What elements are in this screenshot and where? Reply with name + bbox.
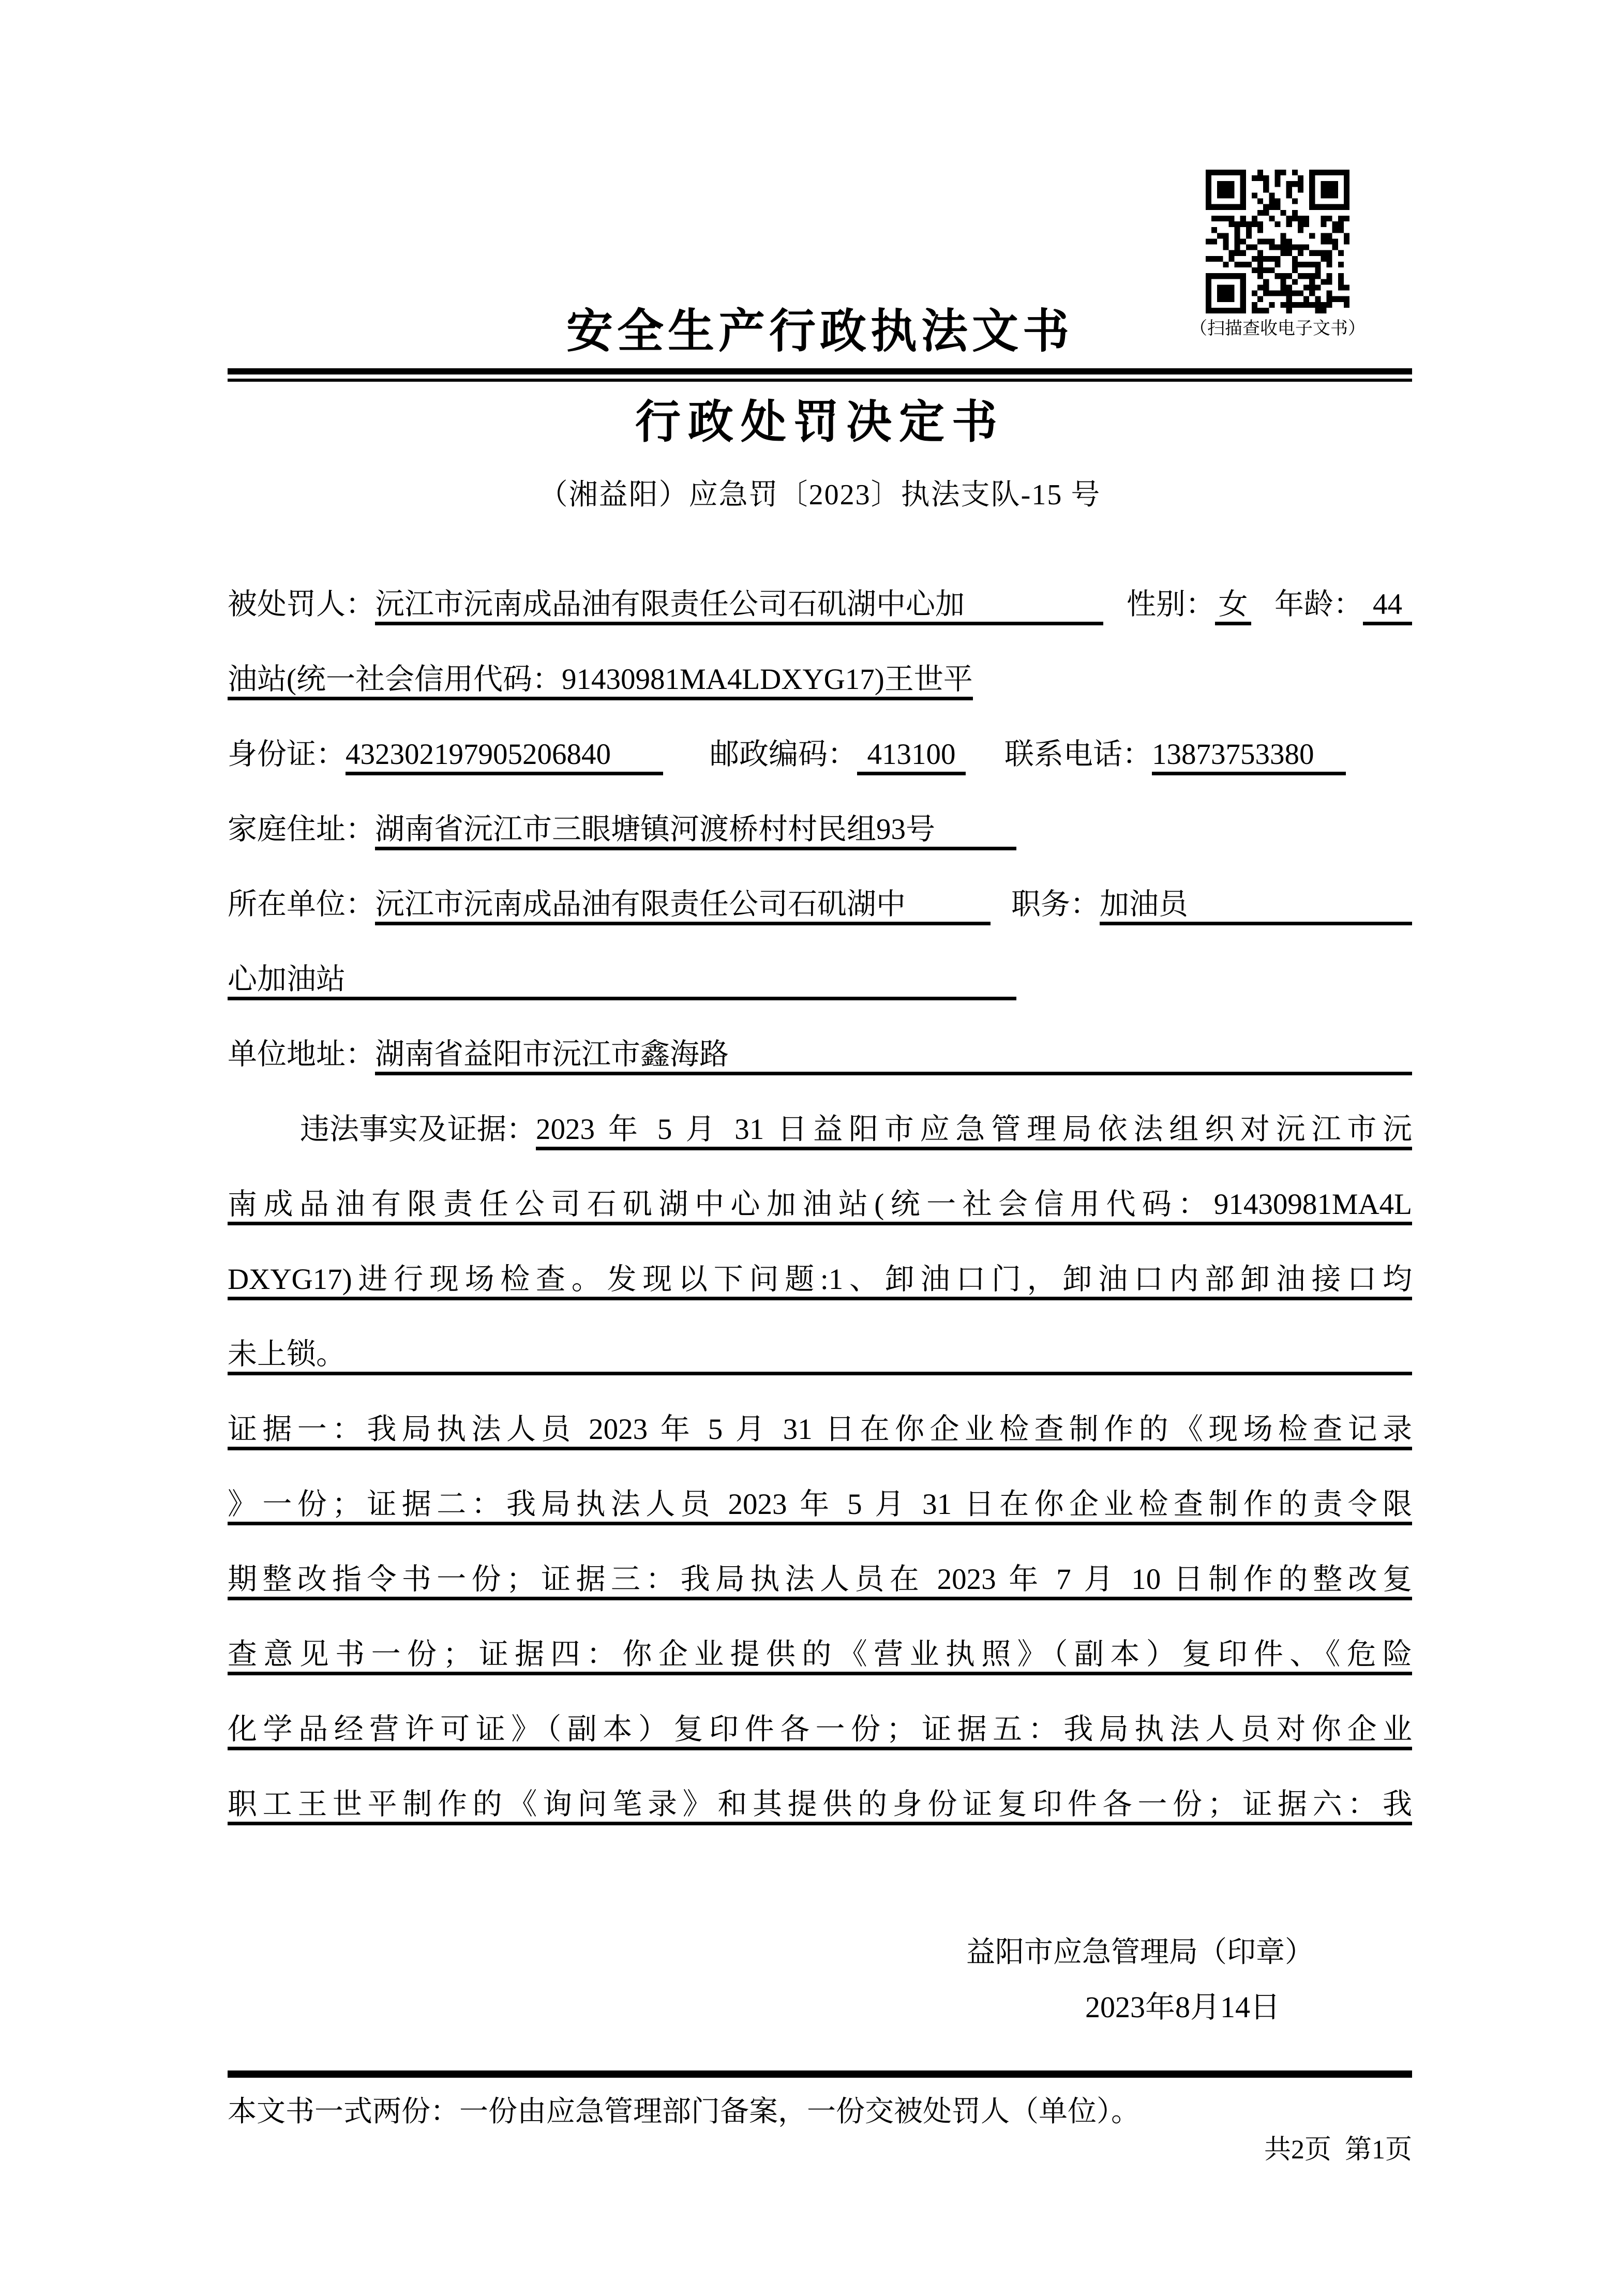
form-line-evidence-4 xyxy=(228,1638,1412,1713)
facts-label: 违法事实及证据： xyxy=(300,1113,536,1146)
title-double-rule xyxy=(228,368,1412,382)
document-number: （湘益阳）应急罚〔2023〕执法支队-15 号 xyxy=(538,479,1101,511)
form-line-unit-address xyxy=(228,1038,1412,1113)
form-line-facts-4 xyxy=(228,1338,1412,1413)
evidence-value-6: 职工王世平制作的《询问笔录》和其提供的身份证复印件各一份；证据六：我 xyxy=(228,1788,1412,1825)
unit-address-value: 湖南省益阳市沅江市鑫海路 xyxy=(375,1038,1412,1075)
form-line-home-address xyxy=(228,813,1412,888)
facts-value-4: 未上锁。 xyxy=(228,1338,1412,1375)
qr-caption: （扫描查收电子文书） xyxy=(1190,319,1366,338)
rule-thick xyxy=(228,368,1412,374)
form-line-evidence-1 xyxy=(228,1413,1412,1488)
form-body xyxy=(228,588,1412,1863)
punished-person-value-cont: 油站(统一社会信用代码：91430981MA4LDXYG17)王世平 xyxy=(228,663,973,700)
document-title: 行政处罚决定书 xyxy=(635,398,1004,448)
punished-person-value: 沅江市沅南成品油有限责任公司石矶湖中心加 xyxy=(375,588,1103,625)
duty-label: 职务： xyxy=(1011,888,1100,921)
footer-rule xyxy=(228,2070,1412,2078)
home-address-label: 家庭住址： xyxy=(228,813,375,846)
facts-value-1: 2023 年 5 月 31 日益阳市应急管理局依法组织对沅江市沅 xyxy=(536,1113,1412,1150)
form-line-punished-person-cont xyxy=(228,663,1412,738)
facts-value-2: 南成品油有限责任公司石矶湖中心加油站(统一社会信用代码：91430981MA4L xyxy=(228,1188,1412,1225)
form-line-evidence-5 xyxy=(228,1713,1412,1788)
form-line-work-unit-cont xyxy=(228,963,1412,1038)
evidence-value-2: 》一份；证据二：我局执法人员 2023 年 5 月 31 日在你企业检查制作的责令限 xyxy=(228,1488,1412,1525)
work-unit-label: 所在单位： xyxy=(228,888,375,921)
id-card-value: 432302197905206840 xyxy=(346,738,663,775)
form-line-evidence-2 xyxy=(228,1488,1412,1563)
id-card-label: 身份证： xyxy=(228,738,346,771)
punished-person-label: 被处罚人： xyxy=(228,588,375,621)
rule-thin xyxy=(228,379,1412,382)
age-value: 44 xyxy=(1363,588,1412,625)
work-unit-value-cont: 心加油站 xyxy=(228,963,1016,1000)
form-line-punished-person xyxy=(228,588,1412,663)
facts-value-3: DXYG17)进行现场检查。发现以下问题:1、卸油口门，卸油口内部卸油接口均 xyxy=(228,1263,1412,1300)
phone-value: 13873753380 xyxy=(1152,738,1346,775)
evidence-value-5: 化学品经营许可证》（副本）复印件各一份；证据五：我局执法人员对你企业 xyxy=(228,1713,1412,1750)
footer-note: 本文书一式两份：一份由应急管理部门备案，一份交被处罚人（单位）。 xyxy=(228,2096,1140,2128)
unit-address-label: 单位地址： xyxy=(228,1038,375,1071)
page-number: 共2页 第1页 xyxy=(1264,2135,1412,2165)
issuer-seal-line: 益阳市应急管理局（印章） xyxy=(966,1937,1314,1969)
issue-date: 2023年8月14日 xyxy=(1085,1990,1280,2024)
form-line-evidence-3 xyxy=(228,1563,1412,1638)
work-unit-value: 沅江市沅南成品油有限责任公司石矶湖中 xyxy=(375,888,991,925)
duty-value: 加油员 xyxy=(1100,888,1412,925)
postal-code-label: 邮政编码： xyxy=(710,738,857,771)
form-line-work-unit xyxy=(228,888,1412,963)
gender-label: 性别： xyxy=(1127,588,1215,621)
document-category-title: 安全生产行政执法文书 xyxy=(566,306,1073,357)
form-line-facts-2 xyxy=(228,1188,1412,1263)
postal-code-value: 413100 xyxy=(857,738,966,775)
evidence-value-4: 查意见书一份；证据四：你企业提供的《营业执照》（副本）复印件、《危险 xyxy=(228,1638,1412,1675)
form-line-facts-1 xyxy=(228,1113,1412,1188)
home-address-value: 湖南省沅江市三眼塘镇河渡桥村村民组93号 xyxy=(375,813,1016,850)
evidence-value-3: 期整改指令书一份；证据三：我局执法人员在 2023 年 7 月 10 日制作的整改复 xyxy=(228,1563,1412,1600)
gender-value: 女 xyxy=(1215,588,1251,625)
age-label: 年龄： xyxy=(1274,588,1363,621)
form-line-facts-3 xyxy=(228,1263,1412,1338)
form-line-id-postal-phone xyxy=(228,738,1412,813)
qr-code xyxy=(1206,170,1349,313)
form-line-evidence-6 xyxy=(228,1788,1412,1863)
evidence-value-1: 证据一：我局执法人员 2023 年 5 月 31 日在你企业检查制作的《现场检查记录 xyxy=(228,1413,1412,1450)
phone-label: 联系电话： xyxy=(1004,738,1152,771)
